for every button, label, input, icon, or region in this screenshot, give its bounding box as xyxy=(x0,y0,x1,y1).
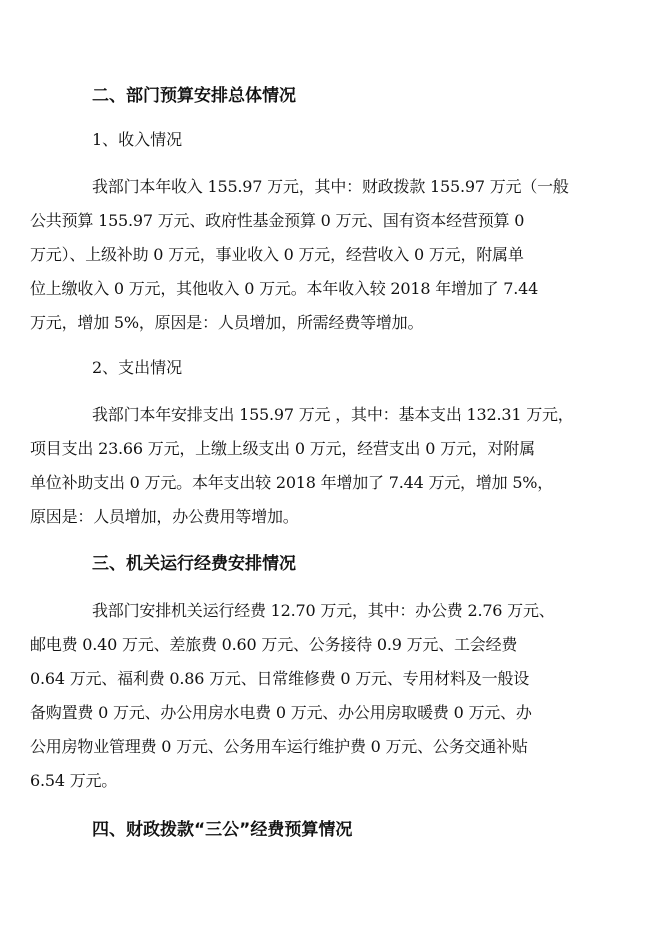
paragraph-line: 项目支出 23.66 万元，上缴上级支出 0 万元，经营支出 0 万元，对附属 xyxy=(30,439,535,458)
paragraph-line: 公用房物业管理费 0 万元、公务用车运行维护费 0 万元、公务交通补贴 xyxy=(30,737,528,756)
paragraph-line: 单位补助支出 0 万元。本年支出较 2018 年增加了 7.44 万元，增加 5%， xyxy=(30,473,554,492)
paragraph-line: 我部门本年收入 155.97 万元，其中：财政拨款 155.97 万元（一般 xyxy=(92,177,569,196)
section-heading-budget-overview: 二、部门预算安排总体情况 xyxy=(92,86,296,106)
section-heading-three-public-expenses: 四、财政拨款“三公”经费预算情况 xyxy=(92,820,353,840)
paragraph-line: 我部门安排机关运行经费 12.70 万元，其中：办公费 2.76 万元、 xyxy=(92,601,555,620)
paragraph-line: 我部门本年安排支出 155.97 万元 ，其中：基本支出 132.31 万元， xyxy=(92,405,574,424)
paragraph-operating-expenses xyxy=(30,594,604,798)
paragraph-line: 原因是：人员增加，办公费用等增加。 xyxy=(30,507,299,526)
paragraph-line: 6.54 万元。 xyxy=(30,771,118,790)
paragraph-line: 位上缴收入 0 万元，其他收入 0 万元。本年收入较 2018 年增加了 7.44 xyxy=(30,279,539,298)
paragraph-line: 0.64 万元、福利费 0.86 万元、日常维修费 0 万元、专用材料及一般设 xyxy=(30,669,530,688)
paragraph-line: 公共预算 155.97 万元、政府性基金预算 0 万元、国有资本经营预算 0 xyxy=(30,211,525,230)
section-heading-operating-expenses: 三、机关运行经费安排情况 xyxy=(92,554,296,574)
paragraph-line: 备购置费 0 万元、办公用房水电费 0 万元、办公用房取暖费 0 万元、办 xyxy=(30,703,532,722)
paragraph-expense xyxy=(30,398,604,534)
subheading-income: 1、收入情况 xyxy=(92,130,183,149)
paragraph-line: 万元，增加 5%，原因是：人员增加，所需经费等增加。 xyxy=(30,313,424,332)
paragraph-line: 万元）、上级补助 0 万元，事业收入 0 万元，经营收入 0 万元，附属单 xyxy=(30,245,524,264)
paragraph-line: 邮电费 0.40 万元、差旅费 0.60 万元、公务接待 0.9 万元、工会经费 xyxy=(30,635,518,654)
paragraph-income xyxy=(30,170,604,340)
subheading-expense: 2、支出情况 xyxy=(92,358,183,377)
